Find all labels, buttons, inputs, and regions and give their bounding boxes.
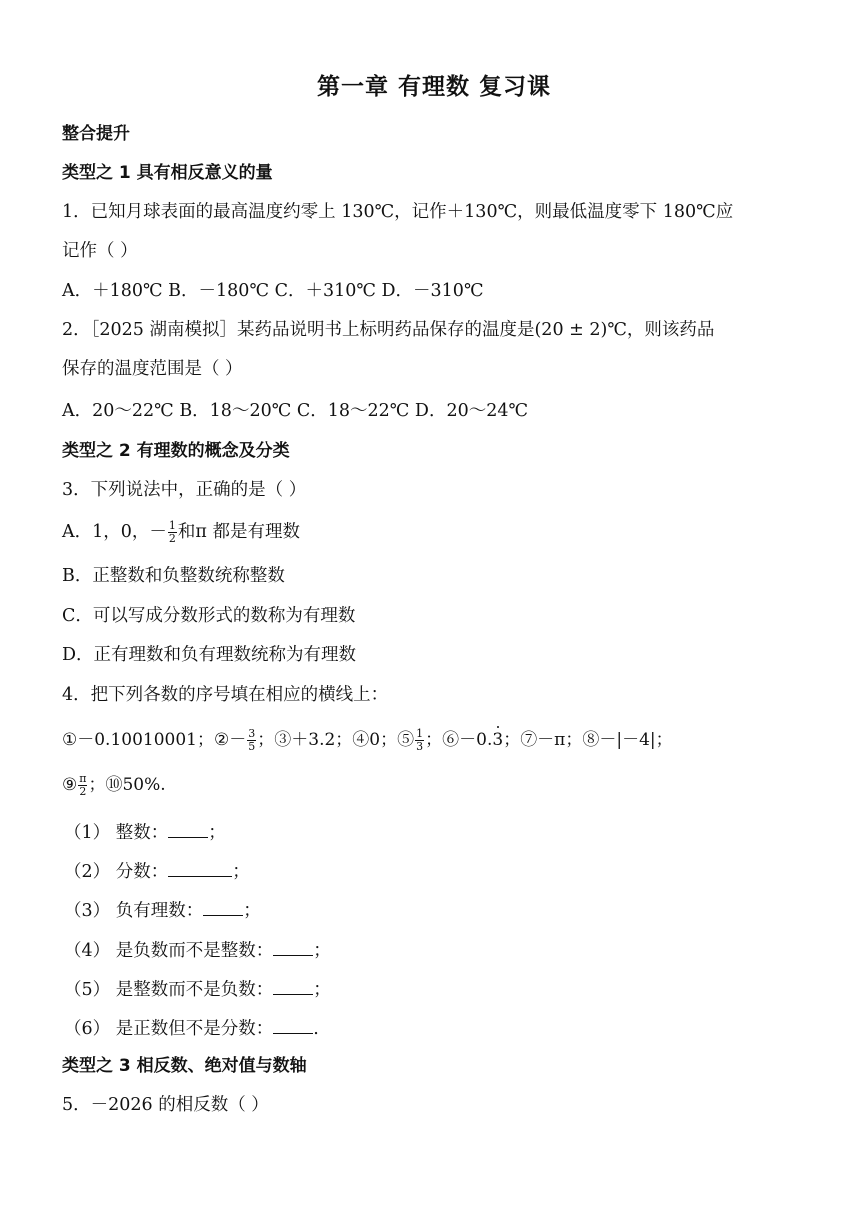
number-4: ④0； bbox=[352, 730, 398, 750]
number-5-prefix: ⑤ bbox=[397, 730, 415, 750]
question-3-stem: 3．下列说法中，正确的是（ ） bbox=[62, 480, 307, 500]
sub-question-6-label: （6） 是正数但不是分数： bbox=[64, 1019, 274, 1039]
fraction-numerator: 1 bbox=[416, 727, 424, 740]
sub-question-1-label: （1） 整数： bbox=[64, 823, 169, 843]
number-6-suffix: ； bbox=[503, 730, 521, 750]
fraction-numerator: 1 bbox=[168, 519, 176, 532]
question-2-line2: 保存的温度范围是（ ） bbox=[62, 359, 243, 379]
question-3-option-b: B．正整数和负整数统称整数 bbox=[62, 566, 285, 586]
answer-blank-negative-rationals[interactable] bbox=[203, 897, 243, 916]
sub-question-3-end: ； bbox=[243, 901, 261, 921]
sub-question-5-end: ； bbox=[313, 980, 331, 1000]
question-1-line1: 1．已知月球表面的最高温度约零上 130℃，记作＋130℃，则最低温度零下 180℃应 bbox=[62, 202, 734, 222]
answer-blank-negative-non-integers[interactable] bbox=[273, 937, 313, 956]
sub-question-4-label: （4） 是负数而不是整数： bbox=[64, 941, 274, 961]
number-6-prefix: ⑥－0. bbox=[442, 730, 493, 750]
question-4-numbers-line2 bbox=[62, 773, 812, 798]
question-4-stem: 4．把下列各数的序号填在相应的横线上： bbox=[62, 685, 389, 705]
number-7: ⑦－π； bbox=[520, 730, 583, 750]
number-5-suffix: ； bbox=[425, 730, 443, 750]
number-3: ③＋3.2； bbox=[274, 730, 353, 750]
answer-blank-integers[interactable] bbox=[168, 819, 208, 838]
answer-blank-non-negative-integers[interactable] bbox=[273, 976, 313, 995]
sub-question-2 bbox=[62, 858, 814, 884]
answer-blank-positive-non-fractions[interactable] bbox=[273, 1015, 313, 1034]
question-3-option-d: D．正有理数和负有理数统称为有理数 bbox=[62, 645, 357, 665]
sub-question-2-end: ； bbox=[232, 862, 250, 882]
question-3-option-c: C．可以写成分数形式的数称为有理数 bbox=[62, 606, 356, 626]
sub-question-3 bbox=[62, 897, 814, 923]
fraction-three-fifths bbox=[247, 728, 256, 753]
question-1-line2: 记作（ ） bbox=[62, 241, 138, 261]
fraction-denominator: 3 bbox=[416, 740, 424, 753]
question-1-options: A．＋180℃ B．－180℃ C．＋310℃ D．－310℃ bbox=[62, 281, 484, 301]
fraction-one-half bbox=[168, 520, 177, 545]
number-1: ①－0.10010001； bbox=[62, 730, 214, 750]
sub-question-4-end: ； bbox=[313, 941, 331, 961]
question-3-option-a bbox=[62, 520, 812, 545]
fraction-pi-over-two bbox=[78, 773, 87, 798]
number-9-suffix: ； bbox=[88, 775, 106, 795]
question-2-line1: 2．［2025 湖南模拟］某药品说明书上标明药品保存的温度是(20 ± 2)℃，则该药品 bbox=[62, 320, 715, 340]
number-8: ⑧－|－4|； bbox=[582, 730, 673, 750]
option-a-suffix: 和π 都是有理数 bbox=[177, 522, 300, 542]
answer-blank-fractions[interactable] bbox=[168, 858, 232, 877]
question-5-stem: 5．－2026 的相反数（ ） bbox=[62, 1095, 269, 1115]
type1-heading: 类型之 1 具有相反意义的量 bbox=[62, 163, 273, 183]
number-2-suffix: ； bbox=[257, 730, 275, 750]
fraction-numerator: 3 bbox=[248, 727, 256, 740]
type2-heading: 类型之 2 有理数的概念及分类 bbox=[62, 441, 290, 461]
sub-question-1 bbox=[62, 819, 814, 845]
fraction-denominator: 5 bbox=[248, 740, 256, 753]
sub-question-3-label: （3） 负有理数： bbox=[64, 901, 204, 921]
number-9-prefix: ⑨ bbox=[62, 775, 78, 795]
fraction-denominator: 2 bbox=[168, 532, 176, 545]
type3-heading: 类型之 3 相反数、绝对值与数轴 bbox=[62, 1056, 307, 1076]
sub-question-2-label: （2） 分数： bbox=[64, 862, 169, 882]
option-a-prefix: A．1，0，－ bbox=[62, 522, 167, 542]
section-heading: 整合提升 bbox=[62, 124, 130, 144]
sub-question-6 bbox=[62, 1015, 814, 1041]
number-2-prefix: ②－ bbox=[214, 730, 247, 750]
sub-question-1-end: ； bbox=[208, 823, 226, 843]
repeating-digit: 3 bbox=[492, 730, 504, 750]
question-4-numbers-line1 bbox=[62, 728, 812, 753]
fraction-numerator: π bbox=[79, 772, 87, 785]
sub-question-5-label: （5） 是整数而不是负数： bbox=[64, 980, 274, 1000]
sub-question-6-end: . bbox=[313, 1019, 319, 1039]
fraction-one-third bbox=[415, 728, 424, 753]
sub-question-4 bbox=[62, 937, 814, 963]
sub-question-5 bbox=[62, 976, 814, 1002]
question-2-options: A．20～22℃ B．18～20℃ C．18～22℃ D．20～24℃ bbox=[62, 401, 529, 421]
page-title: 第一章 有理数 复习课 bbox=[316, 74, 551, 100]
fraction-denominator: 2 bbox=[79, 785, 87, 798]
number-10: ⑩50%. bbox=[105, 775, 166, 795]
